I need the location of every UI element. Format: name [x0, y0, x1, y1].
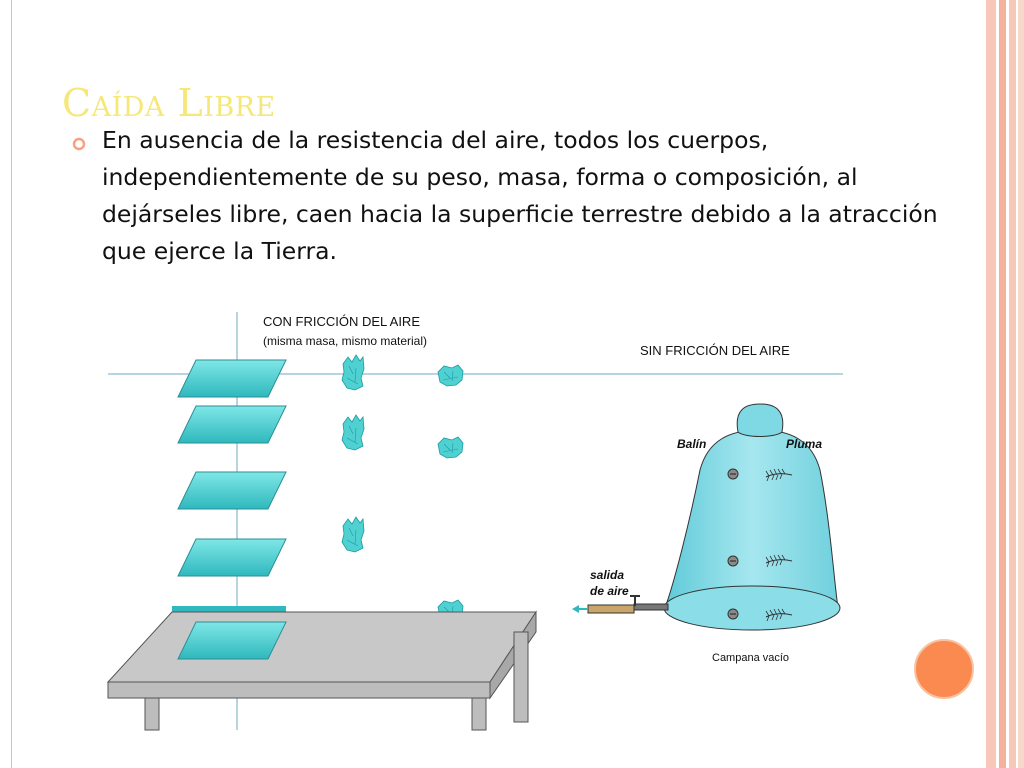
balin-label: Balín [677, 437, 707, 451]
salida-label-line1: salida [590, 568, 625, 582]
campana-label: Campana vacío [712, 652, 790, 664]
free-fall-illustration [100, 300, 860, 740]
pluma-label: Pluma [786, 437, 823, 451]
table [108, 606, 536, 730]
slide-frame-left [0, 0, 12, 768]
con-friccion-title: CON FRICCIÓN DEL AIRE [263, 314, 420, 329]
slide-frame-stripes [982, 0, 1024, 768]
falling-sheets [178, 360, 286, 576]
orange-circle-decoration [913, 638, 975, 700]
slide-title: Caída Libre [62, 81, 276, 125]
sheet-4 [178, 539, 286, 576]
salida-label-line2: de aire [590, 584, 629, 598]
paper-ball-column [438, 365, 463, 646]
air-outlet [572, 568, 668, 613]
sheet-1 [178, 360, 286, 397]
vacuum-bell [664, 404, 840, 664]
sheet-3 [178, 472, 286, 509]
sheet-on-table [178, 622, 286, 659]
bullet-ring-icon [72, 137, 86, 151]
sheet-2 [178, 406, 286, 443]
crumpled-paper-column [342, 355, 364, 650]
slide-body-text: En ausencia de la resistencia del aire, todos los cuerpos, independientemente de su peso, masa, forma o composición, al dejárseles libre, caen hacia la superficie terrestre debido a la atracción que ejerce la Tierra. [102, 126, 938, 265]
sin-friccion-title: SIN FRICCIÓN DEL AIRE [640, 343, 790, 358]
con-friccion-subtitle: (misma masa, mismo material) [263, 334, 428, 348]
